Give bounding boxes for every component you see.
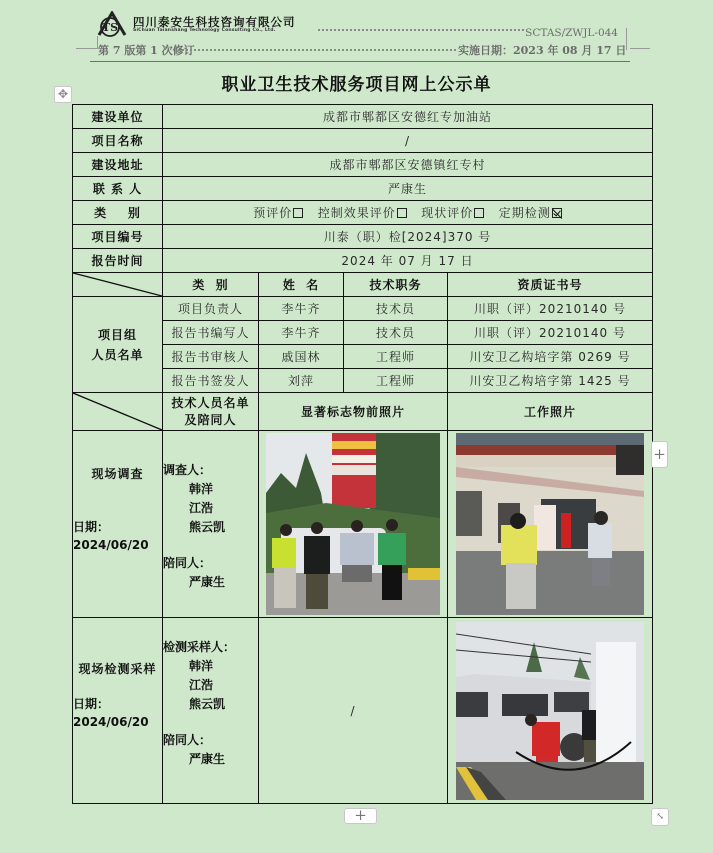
team-header-title: 技术职务 xyxy=(344,273,448,297)
sampling-row xyxy=(73,618,653,804)
team-header-cert: 资质证书号 xyxy=(448,273,653,297)
checkbox-periodic-test-checked[interactable] xyxy=(552,208,562,218)
team-header-role: 类 别 xyxy=(163,273,259,297)
address-value[interactable]: 成都市郫都区安德镇红专村 xyxy=(163,153,653,177)
row-report-time xyxy=(73,249,653,273)
companion-label: 陪同人： xyxy=(163,733,212,747)
team-name[interactable]: 刘萍 xyxy=(259,369,344,393)
sampling-date: 2024/06/20 xyxy=(73,715,149,729)
page-title: 职业卫生技术服务项目网上公示单 xyxy=(221,75,492,95)
option-status-evaluation[interactable]: 现状评价 xyxy=(421,206,484,220)
investigator-name[interactable]: 江浩 xyxy=(189,501,214,515)
team-cert[interactable]: 川职（评）20210140 号 xyxy=(448,321,653,345)
svg-text:TS: TS xyxy=(102,21,119,34)
work-photo-header: 工作照片 xyxy=(448,393,653,431)
team-title[interactable]: 技术员 xyxy=(344,297,448,321)
header-dotted-leader xyxy=(178,49,456,51)
code-label: 项目编号 xyxy=(73,225,163,249)
header-corner-mark xyxy=(76,48,98,49)
team-role[interactable]: 报告书审核人 xyxy=(163,345,259,369)
option-pre-evaluation[interactable]: 预评价 xyxy=(253,206,303,220)
option-periodic-test[interactable]: 定期检测 xyxy=(499,206,562,220)
header-dotted-leader xyxy=(318,29,524,31)
survey-info xyxy=(73,431,163,618)
row-unit xyxy=(73,105,653,129)
disclosure-table xyxy=(72,104,653,804)
add-row-button[interactable]: + xyxy=(344,808,377,824)
sampling-info xyxy=(73,618,163,804)
team-row xyxy=(73,297,653,321)
team-title[interactable]: 工程师 xyxy=(344,345,448,369)
table-move-handle-icon[interactable]: ✥ xyxy=(54,86,72,103)
work-photo[interactable] xyxy=(456,433,644,615)
companion-name[interactable]: 严康生 xyxy=(189,752,226,766)
category-label: 类 别 xyxy=(73,201,163,225)
survey-staff xyxy=(163,431,259,618)
row-project-code xyxy=(73,225,653,249)
sampling-date-label: 日期： xyxy=(73,697,110,711)
team-title[interactable]: 技术员 xyxy=(344,321,448,345)
survey-title: 现场调查 xyxy=(91,467,144,481)
report-time-label: 报告时间 xyxy=(73,249,163,273)
survey-date-label: 日期： xyxy=(73,520,110,534)
header-corner-mark xyxy=(626,28,627,50)
diagonal-header-cell xyxy=(73,273,163,297)
investigator-name[interactable]: 熊云凯 xyxy=(189,520,226,534)
address-label: 建设地址 xyxy=(73,153,163,177)
team-header-name: 姓 名 xyxy=(259,273,344,297)
table-resize-handle-icon[interactable]: ⤡ xyxy=(651,808,669,826)
revision-label: 第 7 版第 1 次修订 xyxy=(98,44,195,57)
team-header-row xyxy=(73,273,653,297)
companion-label: 陪同人： xyxy=(163,556,212,570)
report-time-value[interactable]: 2024 年 07 月 17 日 xyxy=(163,249,653,273)
survey-row xyxy=(73,431,653,618)
team-cert[interactable]: 川安卫乙构培字第 1425 号 xyxy=(448,369,653,393)
sampler-name[interactable]: 熊云凯 xyxy=(189,697,226,711)
company-logo-icon xyxy=(97,11,127,37)
team-role[interactable]: 报告书签发人 xyxy=(163,369,259,393)
companion-name[interactable]: 严康生 xyxy=(189,575,226,589)
team-name[interactable]: 李牛齐 xyxy=(259,321,344,345)
checkbox-status-evaluation[interactable] xyxy=(474,208,484,218)
effective-date: 实施日期：2023 年 08 月 17 日 xyxy=(458,44,627,57)
contact-label: 联 系 人 xyxy=(73,177,163,201)
row-address xyxy=(73,153,653,177)
team-name[interactable]: 李牛齐 xyxy=(259,297,344,321)
sampling-work-photo[interactable] xyxy=(456,622,644,800)
company-name: 四川泰安生科技咨询有限公司 xyxy=(133,15,296,29)
category-options xyxy=(163,201,653,225)
checkbox-control-effect[interactable] xyxy=(397,208,407,218)
project-label: 项目名称 xyxy=(73,129,163,153)
sampling-staff xyxy=(163,618,259,804)
option-control-effect[interactable]: 控制效果评价 xyxy=(318,206,407,220)
investigator-label: 调查人： xyxy=(163,463,212,477)
sampler-name[interactable]: 江浩 xyxy=(189,678,214,692)
contact-value[interactable]: 严康生 xyxy=(163,177,653,201)
sampler-label: 检测采样人： xyxy=(163,640,236,654)
team-role[interactable]: 报告书编写人 xyxy=(163,321,259,345)
staff-header: 技术人员名单 及陪同人 xyxy=(163,393,259,431)
photos-header-row xyxy=(73,393,653,431)
survey-landmark-photo-cell xyxy=(259,431,448,618)
diagonal-header-cell xyxy=(73,393,163,431)
row-contact xyxy=(73,177,653,201)
sampling-title: 现场检测采样 xyxy=(78,662,157,676)
landmark-photo-header: 显著标志物前照片 xyxy=(259,393,448,431)
sampling-work-photo-cell xyxy=(448,618,653,804)
sampling-landmark-value[interactable]: / xyxy=(259,618,448,804)
team-role[interactable]: 项目负责人 xyxy=(163,297,259,321)
unit-label: 建设单位 xyxy=(73,105,163,129)
landmark-photo[interactable] xyxy=(266,433,440,615)
team-title[interactable]: 工程师 xyxy=(344,369,448,393)
header-corner-mark xyxy=(630,48,650,49)
company-name-en: SiChuan Taianshang Technology Consulting Co., Ltd. xyxy=(133,28,276,33)
row-category xyxy=(73,201,653,225)
survey-date: 2024/06/20 xyxy=(73,538,149,552)
team-cert[interactable]: 川职（评）20210140 号 xyxy=(448,297,653,321)
project-value[interactable]: / xyxy=(163,129,653,153)
code-value[interactable]: 川泰（职）检[2024]370 号 xyxy=(163,225,653,249)
investigator-name[interactable]: 韩洋 xyxy=(189,482,214,496)
row-project xyxy=(73,129,653,153)
team-name[interactable]: 戚国林 xyxy=(259,345,344,369)
team-cert[interactable]: 川安卫乙构培字第 0269 号 xyxy=(448,345,653,369)
team-group-label: 项目组 人员名单 xyxy=(73,297,163,393)
add-column-button[interactable]: + xyxy=(651,441,668,468)
checkbox-pre-evaluation[interactable] xyxy=(293,208,303,218)
header-rule xyxy=(90,61,630,62)
survey-work-photo-cell xyxy=(448,431,653,618)
document-code: SCTAS/ZWJL-044 xyxy=(525,27,618,39)
unit-value[interactable]: 成都市郫都区安德红专加油站 xyxy=(163,105,653,129)
sampler-name[interactable]: 韩洋 xyxy=(189,659,214,673)
